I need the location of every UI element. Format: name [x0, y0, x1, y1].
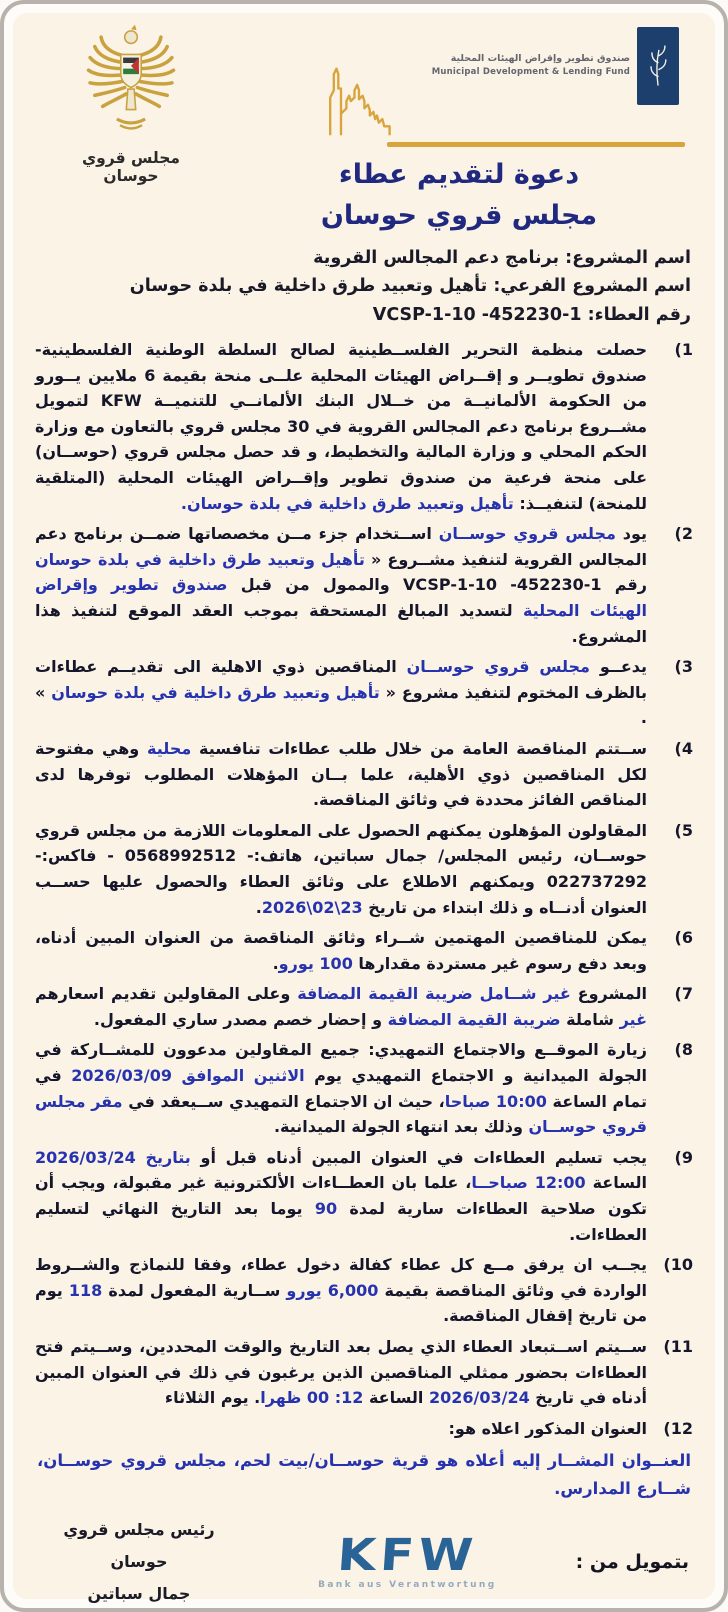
clause-number: 1) — [674, 340, 693, 360]
clause-number: 4) — [674, 738, 693, 758]
clause-row — [35, 1416, 693, 1442]
council-emblem-block — [61, 23, 201, 185]
tender-number-line: رقم العطاء: VCSP-1-10 -452230-1 — [372, 304, 691, 325]
mdlf-logo-icon — [637, 27, 679, 105]
kfw-logo — [239, 1529, 576, 1590]
clause-text: يدعــو مجلس قروي حوســان المناقصين ذوي الاهلية الى تقديــم عطاءات بالظرف المختوم لتنفيذ مشروع « تأهيل وتعبيد طرق داخلية في بلدة حوسان » . — [35, 657, 648, 728]
council-name-caption: مجلس قروي حوسان — [81, 149, 181, 185]
clause-text: يمكن للمناقصين المهتمين شــراء وثائق المناقصة من العنوان المبين أدناه، وبعد دفع رسوم غير مستردة مقدارها 100 يورو. — [35, 928, 647, 973]
palestinian-eagle-emblem-icon — [83, 23, 179, 141]
signature-block — [39, 1514, 239, 1610]
clause-number: 8) — [674, 1040, 693, 1060]
clause-row — [35, 1252, 693, 1329]
clause-text: يجب تسليم العطاءات في العنوان المبين أدناه قبل أو بتاريخ 2026/03/24 الساعة 12:00 صباحــا، علما بان العطــاءات الألكترونية غير مقبولة، ويجب أن تكون صلاحية العطاءات سارية لمدة 90 يوما بعد التاريخ النهائي لتسليم العطاءات. — [35, 1147, 647, 1244]
mdlf-logo-text — [432, 51, 630, 80]
clause-text: المقاولون المؤهلون يمكنهم الحصول على المعلومات اللازمة من مجلس قروي حوســان، رئيس المجلس/ جمال سباتين، هاتف:- 0568992512 - فاكس:- 022737292 ويمكنهم الاطلاع على وثائق العطاء والحصول عليها حســب العنوان أدنــاه و ذلك ابتداء من تاريخ 2026\02\23. — [35, 820, 647, 917]
clause-row — [35, 337, 693, 516]
clause-row — [35, 654, 693, 731]
city-skyline-icon — [323, 43, 395, 143]
clause-number: 5) — [674, 820, 693, 840]
gold-divider-line — [387, 142, 685, 147]
clause-text: ســيتم اســتبعاد العطاء الذي يصل بعد التاريخ والوقت المحددين، وســيتم فتح العطاءات بحضور ممثلي المناقصين الذين يرغبون في ذلك في العنوان المبين أدناه في تاريخ 2026/03/24 الساعة 12: 00 ظهرا. يوم الثلاثاء — [35, 1337, 647, 1408]
mdlf-logo-block — [432, 27, 679, 105]
kfw-logo-tagline: Bank aus Verantwortung — [318, 1579, 497, 1590]
clause-row — [35, 981, 693, 1032]
clause-row — [35, 1145, 693, 1247]
tender-clause-list — [35, 337, 693, 1446]
project-info-block — [37, 244, 691, 329]
clause-number: 10) — [663, 1255, 693, 1275]
clause-text: ســتتم المناقصة العامة من خلال طلب عطاءات تنافسية محلية وهي مفتوحة لكل المناقصين ذوي الأهلية، علما بــان المؤهلات المطلوب توفرها لدى المناقص الفائز محددة في وثائق المناقصة. — [35, 738, 647, 810]
clause-text: يود مجلس قروي حوســان اســتخدام جزء مــن مخصصاتها ضمــن برنامج دعم المجالس القروية لتنفيذ مشــروع « تأهيل وتعبيد طرق داخلية في بلدة حوسان رقم VCSP-1-10 -452230-1 والممول من قبل صندوق تطوير وإقراض الهيئات المحلية لتسديد المبالغ المستحقة بموجب العقد الموقع لتنفيذ هذا المشروع. — [35, 524, 648, 646]
document-title-line1: دعوة لتقديم عطاء — [338, 159, 580, 190]
clause-row — [35, 925, 693, 976]
clause-text: المشروع غير شــامل ضريبة القيمة المضافة وعلى المقاولين تقديم اسعارهم غير شاملة ضريبة القيمة المضافة و إحضار خصم مصدر ساري المفعول. — [35, 984, 648, 1029]
clause-number: 9) — [674, 1147, 693, 1167]
funding-label: بتمويل من : — [575, 1550, 689, 1573]
clause-number: 7) — [674, 984, 693, 1004]
clause-number: 3) — [674, 657, 693, 677]
clause-row — [35, 818, 693, 920]
clause-row — [35, 1334, 693, 1411]
mdlf-name-arabic: صندوق تطوير وإقراض الهيئات المحلية — [450, 53, 630, 65]
signature-name: جمال سباتين — [87, 1583, 191, 1603]
clause-text: يجــب ان يرفق مــع كل عطاء كفالة دخول عطاء، وفقا للنماذج والشــروط الواردة في وثائق المناقصة بقيمة 6,000 يورو ســارية المفعول لمدة 118 يوم من تاريخ إقفال المناقصة. — [35, 1255, 648, 1326]
mdlf-name-english: Municipal Development & Lending Fund — [431, 66, 630, 77]
document-page — [13, 13, 715, 1603]
clause-number: 11) — [663, 1337, 693, 1356]
clause-text: زيارة الموقــع والاجتماع التمهيدي: جميع المقاولين مدعوون للمشــاركة في الجولة الميدانية و الاجتماع التمهيدي يوم الاثنين الموافق 2026/03/09 في تمام الساعة 10:00 صباحا، حيث ان الاجتماع التمهيدي ســيعقد في مقر مجلس قروي حوســان وذلك بعد انتهاء الجولة الميدانية. — [35, 1040, 648, 1137]
document-title-block — [259, 155, 659, 236]
clause-text: العنوان المذكور اعلاه هو: — [448, 1418, 647, 1438]
clause-number: 2) — [674, 524, 693, 544]
clause-row — [35, 521, 693, 649]
clause-row — [35, 736, 693, 813]
clause-number: 6) — [674, 928, 693, 948]
project-subname-line: اسم المشروع الفرعي: تأهيل وتعبيد طرق داخلية في بلدة حوسان — [129, 276, 691, 297]
signature-title: رئيس مجلس قروي حوسان — [63, 1519, 215, 1571]
clause-row — [35, 1037, 693, 1139]
project-name-line: اسم المشروع: برنامج دعم المجالس القروية — [313, 248, 691, 268]
submission-address: العنــوان المشــار إليه أعلاه هو قرية حوســان/بيت لحم، مجلس قروي حوســان، شــارع المدارس. — [37, 1451, 691, 1498]
clause-text: حصلت منظمة التحرير الفلســطينية لصالح السلطة الوطنية الفلسطينية- صندوق تطويــر و إقــراض الهيئات المحلية علــى منحة بقيمة 6 ملايين يــورو من الحكومة الألمانيــة من خــلال البنك الألمانــي للتنميــة KFW لتمويل مشــروع برنامج دعم المجالس القروية في 30 مجلس قروي بالتعاون مع وزارة الحكم المحلي و وزارة المالية والتخطيط، و قد حصل مجلس قروي (حوســان) على منحة فرعية من صندوق تطوير وإقــراض الهيئات المحلية (المتلقية للمنحة) لتنفيــذ: تأهيل وتعبيد طرق داخلية في بلدة حوسان. — [35, 340, 648, 513]
clause-number: 12) — [663, 1418, 693, 1438]
document-title-line2: مجلس قروي حوسان — [320, 199, 598, 231]
document-footer — [35, 1510, 693, 1612]
kfw-logo-text: KFW — [335, 1529, 479, 1581]
